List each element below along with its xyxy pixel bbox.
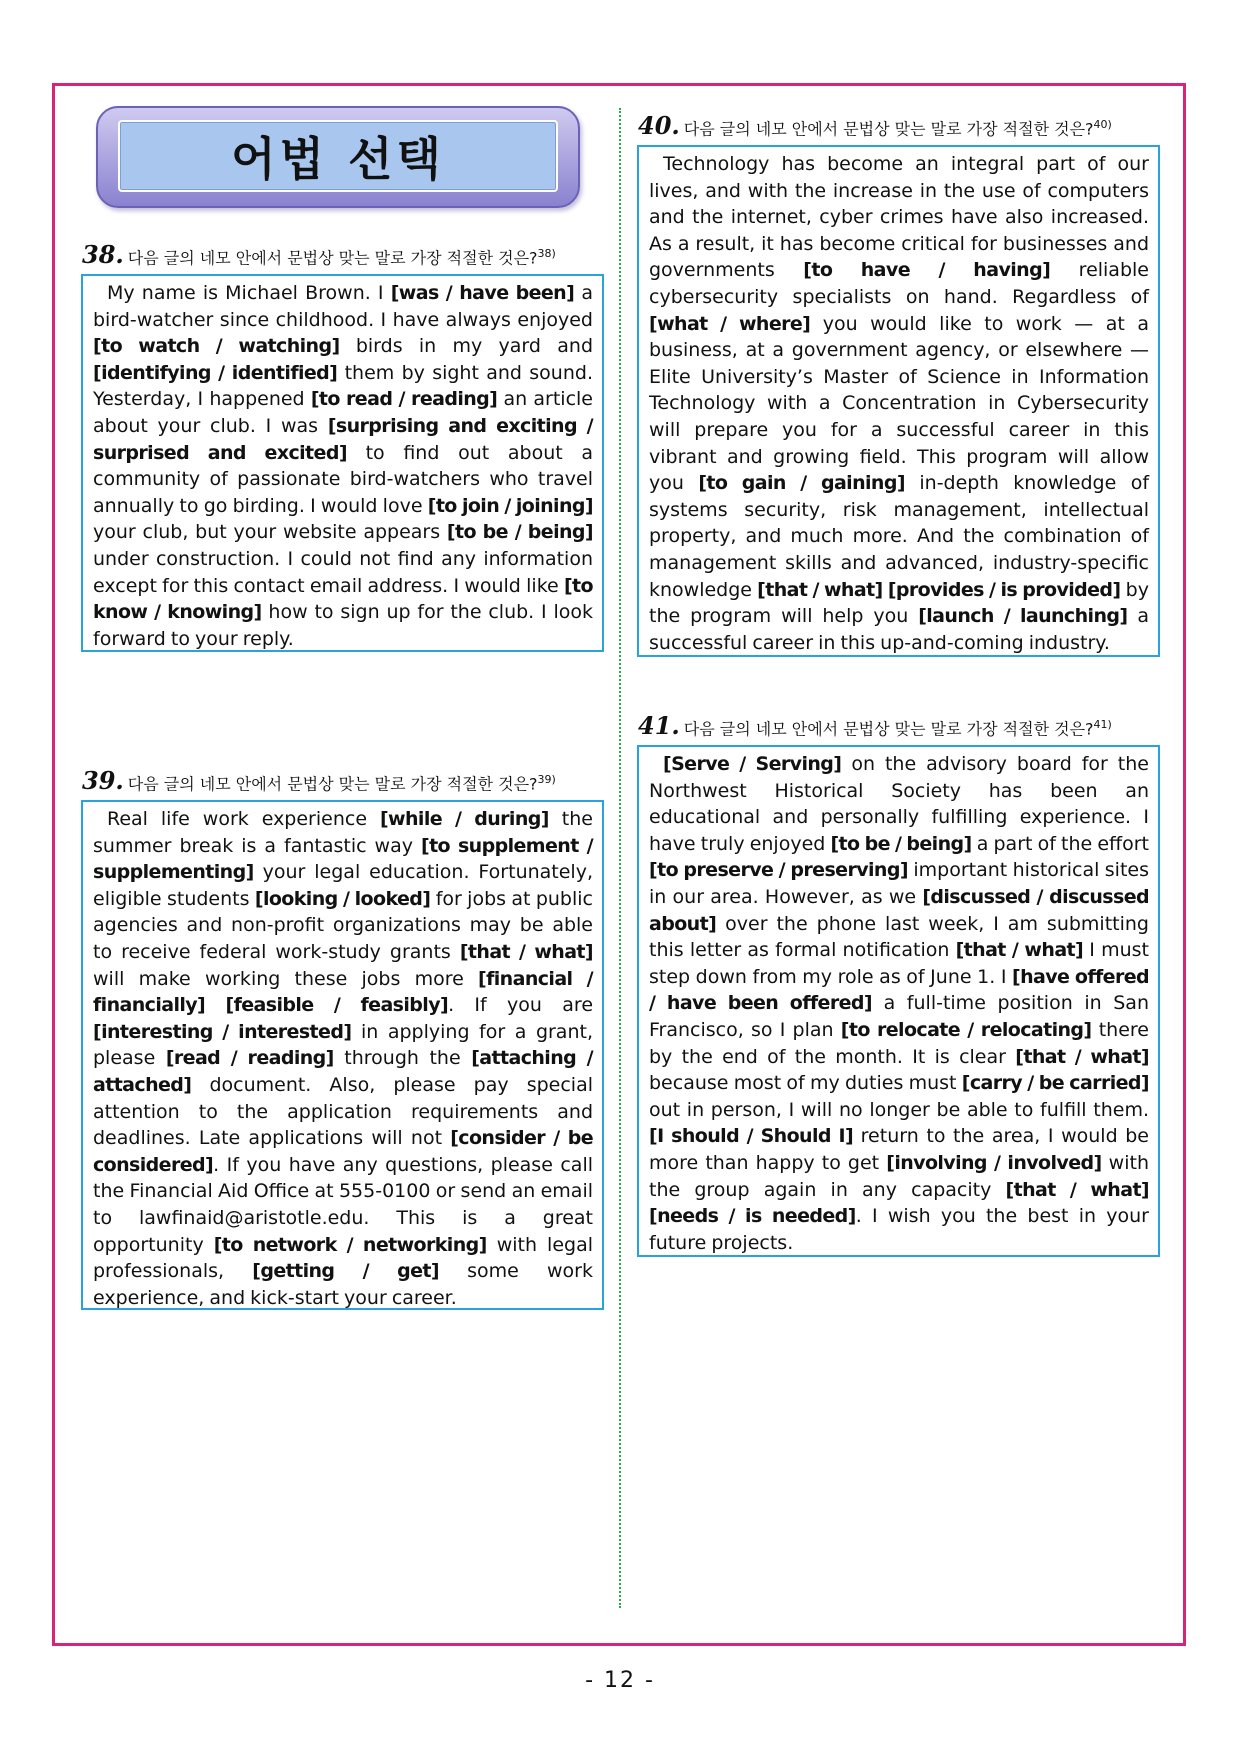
passage-segment: your club, but your website appears	[93, 521, 447, 544]
passage-segment: in-depth knowledge of systems security, risk management, intellectual property, and much more. And the combination of management skills and advanced, industry-specific knowledge	[649, 472, 1150, 601]
passage-box-41	[637, 745, 1160, 1257]
passage-segment: important historical sites in our area. However, as we	[649, 859, 1149, 908]
passage-segment: through the	[333, 1047, 472, 1070]
grammar-choice: [launch / launching]	[918, 605, 1128, 628]
question-prompt: 다음 글의 네모 안에서 문법상 맞는 말로 가장 적절한 것은?	[127, 774, 538, 794]
grammar-choice: [have offered / have been offered]	[649, 965, 1149, 1015]
passage-segment: . If you are	[448, 994, 594, 1017]
passage-segment: . I wish you the best in your future projects.	[649, 1205, 1149, 1254]
passage-segment: some work experience, and kick-start your career.	[93, 1260, 593, 1309]
grammar-choice: [involving / involved]	[886, 1151, 1102, 1174]
passage-box-38	[81, 274, 604, 652]
passage-segment: document. Also, please pay special attention to the application requirements and deadlines. Late applications will not	[93, 1073, 593, 1150]
grammar-choice: [discussed / discussed about]	[649, 885, 1149, 935]
passage-segment: an article about your club. I was	[93, 388, 593, 437]
passage-segment: will make working these jobs more	[93, 967, 479, 990]
grammar-choice: [to preserve / preserving]	[649, 859, 908, 882]
grammar-choice: [interesting / interested]	[93, 1020, 352, 1043]
grammar-choice: [while / during]	[379, 808, 549, 830]
question-number: 41.	[638, 711, 680, 741]
footnote-ref: 38)	[537, 247, 556, 260]
question-header-40	[638, 111, 1112, 141]
passage-segment: with the group again in any capacity	[649, 1151, 1149, 1201]
grammar-choice: [read / reading]	[165, 1047, 334, 1070]
passage-segment: to find out about a community of passionate bird-watchers who travel annually to go birding. I would love	[93, 441, 593, 517]
passage-segment: by the program will help you	[649, 578, 1149, 628]
passage-segment: I must step down from my role as of June 1. I	[649, 939, 1149, 988]
passage-segment: for jobs at public agencies and non-profit organizations may be able to receive federal work-study grants	[93, 887, 593, 963]
passage-segment: a full-time position in San Francisco, so I plan	[649, 992, 1149, 1041]
grammar-choice: [consider / be considered]	[93, 1127, 593, 1176]
passage-segment: a part of the effort	[971, 832, 1149, 855]
grammar-choice: [to network / networking]	[213, 1233, 487, 1256]
passage-segment: there by the end of the month. It is clear	[649, 1018, 1149, 1068]
passage-text	[93, 808, 593, 1309]
footnote-ref: 41)	[1093, 718, 1112, 731]
grammar-choice: [to watch / watching]	[93, 335, 340, 358]
passage-text	[649, 153, 1149, 654]
grammar-choice: [to be / being]	[446, 521, 593, 544]
grammar-choice: [to gain / gaining]	[698, 472, 905, 495]
passage-segment: the summer break is a fantastic way	[93, 808, 593, 857]
section-title: 어법 선택	[231, 132, 445, 186]
grammar-choice: [that / what]	[757, 578, 883, 601]
question-header-38	[82, 240, 556, 270]
grammar-choice: [to supplement / supplementing]	[93, 834, 593, 884]
grammar-choice: [what / where]	[649, 312, 811, 335]
passage-segment: over the phone last week, I am submitting this letter as formal notification	[649, 912, 1149, 962]
grammar-choice: [was / have been]	[390, 282, 575, 304]
passage-segment: you would like to work — at a business, at a government agency, or elsewhere — Elite University’s Master of Science in Information Technology with a Concentration in Cybersecurity will prepare you for a successful career in this vibrant and growing field. This program will allow you	[649, 312, 1149, 495]
passage-segment: your legal education. Fortunately, eligible students	[93, 861, 593, 910]
section-title-banner	[96, 106, 580, 208]
passage-segment: birds in my yard and	[339, 335, 594, 358]
passage-segment: a bird-watcher since childhood. I have always enjoyed	[93, 282, 594, 331]
passage-segment	[205, 994, 225, 1016]
grammar-choice: [I should / Should I]	[649, 1125, 854, 1148]
passage-segment: return to the area, I would be more than happy to get	[649, 1125, 1149, 1174]
section-title-panel	[118, 120, 558, 192]
passage-segment: with legal professionals,	[93, 1233, 594, 1283]
question-prompt: 다음 글의 네모 안에서 문법상 맞는 말로 가장 적절한 것은?	[683, 119, 1094, 139]
passage-segment: . If you have any questions, please call the Financial Aid Office at 555-0100 or send an email to lawfinaid@aristotle.edu. This is a great opportunity	[93, 1153, 593, 1256]
passage-segment: Real life work experience	[107, 808, 380, 830]
passage-segment: a successful career in this up-and-coming industry.	[649, 605, 1150, 654]
grammar-choice: [attaching / attached]	[93, 1047, 593, 1096]
passage-box-40	[637, 145, 1160, 657]
footnote-ref: 40)	[1093, 118, 1112, 131]
question-number: 38.	[82, 240, 124, 270]
passage-segment: on the advisory board for the Northwest Historical Society has been an educational and personally fulfilling experience. I have truly enjoyed	[649, 753, 1149, 855]
passage-segment: them by sight and sound. Yesterday, I happened	[93, 361, 593, 411]
passage-text	[93, 282, 593, 650]
grammar-choice: [feasible / feasibly]	[225, 994, 449, 1017]
question-prompt: 다음 글의 네모 안에서 문법상 맞는 말로 가장 적절한 것은?	[127, 248, 538, 268]
grammar-choice: [to have / having]	[803, 259, 1051, 282]
grammar-choice: [to know / knowing]	[93, 574, 593, 624]
grammar-choice: [to join / joining]	[427, 494, 593, 517]
grammar-choice: [to relocate / relocating]	[840, 1018, 1092, 1041]
question-prompt: 다음 글의 네모 안에서 문법상 맞는 말로 가장 적절한 것은?	[683, 719, 1094, 739]
grammar-choice: [to read / reading]	[310, 388, 498, 411]
grammar-choice: [that / what]	[955, 939, 1084, 962]
grammar-choice: [that / what]	[1015, 1045, 1149, 1068]
passage-text	[649, 753, 1149, 1254]
question-number: 40.	[638, 111, 680, 141]
passage-segment: in applying for a grant, please	[93, 1020, 593, 1070]
grammar-choice: [financial / financially]	[93, 967, 593, 1017]
grammar-choice: [identifying / identified]	[93, 361, 338, 384]
page-number: - 12 -	[585, 1668, 655, 1693]
grammar-choice: [that / what]	[459, 940, 593, 963]
grammar-choice: [carry / be carried]	[961, 1072, 1150, 1095]
question-header-39	[82, 766, 556, 796]
grammar-choice: [getting / get]	[252, 1260, 439, 1283]
passage-segment: reliable cybersecurity specialists on hand. Regardless of	[649, 259, 1149, 308]
grammar-choice: [Serve / Serving]	[663, 753, 842, 775]
grammar-choice: [provides / is provided]	[887, 578, 1121, 601]
grammar-choice: [that / what]	[1005, 1178, 1150, 1201]
column-divider	[619, 108, 621, 1608]
passage-segment: how to sign up for the club. I look forward to your reply.	[93, 601, 594, 650]
footnote-ref: 39)	[537, 773, 556, 786]
passage-segment: under construction. I could not find any information except for this contact email address. I would like	[93, 547, 593, 597]
grammar-choice: [to be / being]	[830, 832, 972, 855]
passage-segment: because most of my duties must	[649, 1072, 962, 1095]
passage-segment: My name is Michael Brown. I	[107, 282, 391, 304]
passage-box-39	[81, 800, 604, 1310]
question-number: 39.	[82, 766, 124, 796]
question-header-41	[638, 711, 1112, 741]
grammar-choice: [surprising and exciting / surprised and excited]	[93, 414, 594, 464]
grammar-choice: [needs / is needed]	[649, 1205, 856, 1228]
passage-segment: out in person, I will no longer be able to fulfill them.	[649, 1098, 1149, 1121]
grammar-choice: [looking / looked]	[254, 887, 431, 910]
passage-segment: Technology has become an integral part of our lives, and with the increase in the use of computers and the internet, cyber crimes have also increased. As a result, it has become critical for businesses and governments	[649, 153, 1149, 282]
